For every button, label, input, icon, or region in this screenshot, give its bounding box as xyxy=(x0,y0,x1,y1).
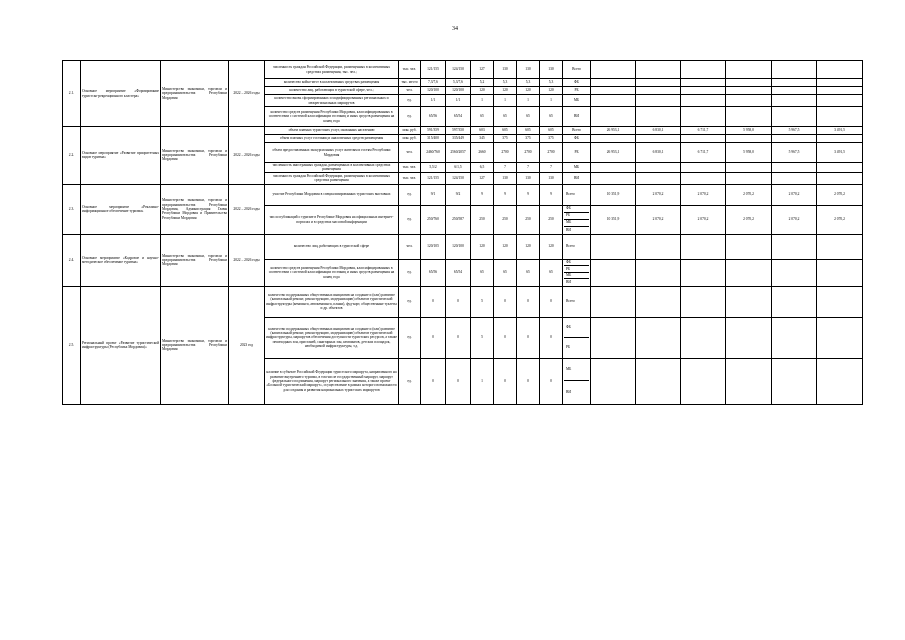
indicator-name: количество лиц, работающих в туристской сфере xyxy=(265,234,399,259)
table-row xyxy=(63,127,863,135)
indicator-value: 0 xyxy=(421,317,446,358)
implementation-period: 2022 – 2026 годы xyxy=(229,234,265,286)
implementation-period: 2022 – 2026 годы xyxy=(229,127,265,185)
funding-amount: 2 070,2 xyxy=(726,184,772,205)
indicator-name: количество лиц, работающих в туристской сфере, чел.; xyxy=(265,87,399,95)
item-number: 2.1. xyxy=(63,61,81,127)
funding-source-label: ФБ xyxy=(564,260,589,267)
indicator-value: 120/105 xyxy=(421,234,446,259)
responsible-executor: Министерство экономики, торговли и предпринимательства Республики Мордовия, Администрация Главы Республики Мордовия и Правительства Республики Мордовия xyxy=(161,184,229,234)
indicator-unit: ед. xyxy=(399,317,421,358)
funding-amount xyxy=(772,286,817,317)
indicator-value: 7,3/7,6 xyxy=(421,79,446,87)
responsible-executor: Министерство экономики, торговли и предпринимательства Республики Мордовия xyxy=(161,234,229,286)
indicator-name: участие Республики Мордовия в специализированных туристских выставках xyxy=(265,184,399,205)
indicator-value: 1 xyxy=(471,95,494,107)
funding-amount xyxy=(681,259,726,286)
indicator-value: 130 xyxy=(540,172,563,184)
funding-amount xyxy=(681,358,726,404)
funding-amount xyxy=(817,87,863,95)
indicator-value: 9 xyxy=(494,184,517,205)
funding-amount xyxy=(772,163,817,173)
funding-amount xyxy=(772,87,817,95)
funding-source-cell xyxy=(563,317,591,358)
funding-amount xyxy=(636,259,681,286)
funding-amount xyxy=(817,317,863,358)
funding-source-label: Всего xyxy=(566,299,575,304)
funding-source-cell xyxy=(563,259,591,286)
indicator-value: 1 xyxy=(540,95,563,107)
indicator-value: 335/449 xyxy=(446,135,471,143)
indicator-value: 315/400 xyxy=(421,135,446,143)
indicator-value: 0 xyxy=(517,286,540,317)
indicator-value: 130 xyxy=(494,172,517,184)
indicator-value: 127 xyxy=(471,61,494,79)
indicator-name: объем платных услуг гостиниц и аналогичных средств размещения xyxy=(265,135,399,143)
indicator-value: 0 xyxy=(540,286,563,317)
funding-source-cell: Всего xyxy=(563,127,591,135)
indicator-unit: чел. xyxy=(399,234,421,259)
responsible-executor: Министерство экономики, торговли и предпринимательства Республики Мордовия xyxy=(161,286,229,404)
indicator-value: 9 xyxy=(540,184,563,205)
funding-amount xyxy=(726,107,772,127)
funding-amount xyxy=(817,234,863,259)
funding-amount xyxy=(772,172,817,184)
indicator-value: 1 xyxy=(517,95,540,107)
item-number: 2.2. xyxy=(63,127,81,185)
indicator-value: 2560/2057 xyxy=(446,143,471,163)
funding-amount: 5 967,5 xyxy=(772,127,817,135)
funding-amount xyxy=(681,286,726,317)
indicator-value: 120 xyxy=(471,87,494,95)
indicator-value: 0 xyxy=(494,286,517,317)
funding-amount xyxy=(772,358,817,404)
funding-amount xyxy=(591,317,636,358)
indicator-value: 0 xyxy=(446,358,471,404)
indicator-value: 65 xyxy=(517,259,540,286)
funding-amount xyxy=(681,79,726,87)
indicator-value: 1/1 xyxy=(446,95,471,107)
funding-amount xyxy=(772,317,817,358)
funding-amount xyxy=(817,163,863,173)
indicator-value: 65 xyxy=(540,107,563,127)
indicator-value: 5,3 xyxy=(540,79,563,87)
indicator-value: 0 xyxy=(446,317,471,358)
funding-amount xyxy=(636,317,681,358)
indicator-unit: ед. xyxy=(399,259,421,286)
funding-amount xyxy=(772,95,817,107)
indicator-value: 130 xyxy=(517,61,540,79)
indicator-value: 9/1 xyxy=(421,184,446,205)
indicator-value: 250 xyxy=(494,205,517,234)
funding-source-cell xyxy=(563,286,591,317)
indicator-unit: чел. xyxy=(399,143,421,163)
indicator-value: 1 xyxy=(471,358,494,404)
indicator-value: 603 xyxy=(471,127,494,135)
implementation-period: 2023 год xyxy=(229,286,265,404)
indicator-value: 1/1 xyxy=(421,95,446,107)
funding-source-label: ВИ xyxy=(566,390,571,395)
funding-amount: 6 711,7 xyxy=(681,127,726,135)
indicator-value: 120 xyxy=(471,234,494,259)
funding-source-cell: МБ xyxy=(563,163,591,173)
indicator-value: 2700 xyxy=(540,143,563,163)
indicator-unit: ед. xyxy=(399,205,421,234)
funding-source-cell: РБ xyxy=(563,87,591,95)
funding-amount: 5 967,5 xyxy=(772,143,817,163)
indicator-name: количество средств размещения Республики Мордовия, классифицированных в соответствии с системой классификации гостиниц и иных средств размещения на конец года xyxy=(265,259,399,286)
item-number: 2.4. xyxy=(63,234,81,286)
indicator-value: 0 xyxy=(421,286,446,317)
funding-amount: 5 958,0 xyxy=(726,127,772,135)
indicator-value: 5,5/2 xyxy=(421,163,446,173)
indicator-value: 0 xyxy=(517,317,540,358)
indicator-value: 65/56 xyxy=(421,107,446,127)
funding-source-cell: ФБ xyxy=(563,79,591,87)
funding-amount: 26 953,1 xyxy=(591,127,636,135)
indicator-name: объем платных туристских услуг, оказанных населению xyxy=(265,127,399,135)
funding-amount xyxy=(772,135,817,143)
indicator-unit: ед. xyxy=(399,184,421,205)
indicator-value: 0 xyxy=(540,358,563,404)
indicator-value: 5 xyxy=(471,317,494,358)
indicator-name: количество поддержанных общественных инициатив на создание и (или) развитие (капитальный ремонт, реконструкцию, модернизацию) объектов туристической инфраструктуры (кемпинги, автокемпинги, пляжи), фуд-корт, общественные туалеты и др. объектов xyxy=(265,286,399,317)
funding-source-label: Всего xyxy=(566,244,575,249)
event-name: Основное мероприятие «Кадровое и научно-методическое обеспечение туризма» xyxy=(81,234,161,286)
funding-amount xyxy=(817,95,863,107)
funding-amount: 2 070,2 xyxy=(636,205,681,234)
indicator-value: 6,5 xyxy=(471,163,494,173)
funding-source-label: РБ xyxy=(564,266,589,273)
funding-amount: 2 070,2 xyxy=(726,205,772,234)
funding-amount xyxy=(591,259,636,286)
funding-amount xyxy=(636,87,681,95)
table-row xyxy=(63,61,863,79)
funding-amount xyxy=(636,286,681,317)
event-name: Основное мероприятие «Развитие приоритетных видов туризма» xyxy=(81,127,161,185)
responsible-executor: Министерство экономики, торговли и предпринимательства Республики Мордовия xyxy=(161,127,229,185)
funding-source-label: МБ xyxy=(564,220,589,227)
indicator-value: 120 xyxy=(494,87,517,95)
indicator-value: 605 xyxy=(517,127,540,135)
funding-amount xyxy=(726,172,772,184)
funding-amount xyxy=(681,135,726,143)
funding-amount xyxy=(636,358,681,404)
item-number: 2.3. xyxy=(63,184,81,234)
indicator-name: количество средств размещения Республики Мордовия, классифицированных в соответствии с системой классификации гостиниц и иных средств размещения на конец года xyxy=(265,107,399,127)
indicator-value: 591/359 xyxy=(421,127,446,135)
event-name: Региональный проект «Развитие туристической инфраструктуры (Республика Мордовия)» xyxy=(81,286,161,404)
funding-amount: 2 070,2 xyxy=(636,184,681,205)
indicator-value: 9 xyxy=(517,184,540,205)
funding-source-label: ВИ xyxy=(566,280,571,285)
funding-amount xyxy=(591,358,636,404)
indicator-value: 124/150 xyxy=(446,172,471,184)
funding-amount xyxy=(817,172,863,184)
indicator-value: 250/587 xyxy=(446,205,471,234)
indicator-unit: млн. руб. xyxy=(399,135,421,143)
funding-amount xyxy=(636,61,681,79)
funding-source-cell: ВИ xyxy=(563,107,591,127)
funding-amount xyxy=(817,259,863,286)
funding-amount: 2 070,2 xyxy=(817,205,863,234)
funding-amount xyxy=(817,79,863,87)
indicator-value: 2660 xyxy=(471,143,494,163)
indicator-value: 9 xyxy=(471,184,494,205)
indicator-value: 0 xyxy=(517,358,540,404)
funding-amount xyxy=(726,95,772,107)
funding-amount xyxy=(591,95,636,107)
funding-source-label: ФБ xyxy=(564,206,589,213)
funding-amount xyxy=(681,95,726,107)
funding-amount xyxy=(636,135,681,143)
table-row xyxy=(63,184,863,205)
indicator-value: 65 xyxy=(471,107,494,127)
event-name: Основное мероприятие «Формирование туристско-рекреационного кластера» xyxy=(81,61,161,127)
funding-amount xyxy=(726,163,772,173)
table-row xyxy=(63,234,863,259)
indicator-value: 65/54 xyxy=(446,259,471,286)
indicator-value: 120 xyxy=(517,87,540,95)
indicator-value: 375 xyxy=(494,135,517,143)
funding-amount xyxy=(591,286,636,317)
indicator-unit: ед. xyxy=(399,107,421,127)
indicator-unit: ед. xyxy=(399,358,421,404)
indicator-name: количество койко-мест в коллективных средствах размещения xyxy=(265,79,399,87)
indicator-value: 5,3 xyxy=(494,79,517,87)
funding-amount: 2 070,2 xyxy=(772,205,817,234)
indicator-value: 375 xyxy=(517,135,540,143)
funding-amount: 6 830,1 xyxy=(636,127,681,135)
indicator-value: 7 xyxy=(517,163,540,173)
funding-amount xyxy=(726,79,772,87)
funding-source-cell xyxy=(563,184,591,205)
indicator-value: 120/100 xyxy=(421,87,446,95)
funding-source-cell: ВИ xyxy=(563,172,591,184)
funding-source-cell: РБ xyxy=(563,143,591,163)
funding-amount: 3 491,5 xyxy=(817,127,863,135)
funding-source-cell xyxy=(563,205,591,234)
funding-source-label: ФБ xyxy=(564,318,589,338)
indicator-unit: тыс. чел. xyxy=(399,61,421,79)
indicator-value: 65 xyxy=(494,107,517,127)
indicator-value: 121/155 xyxy=(421,172,446,184)
indicator-value: 130 xyxy=(540,61,563,79)
funding-source-cell: МБ xyxy=(563,95,591,107)
indicator-name: численность граждан Российской Федерации, размещенных в коллективных средствах размещения xyxy=(265,172,399,184)
funding-amount xyxy=(726,61,772,79)
indicator-value: 250 xyxy=(517,205,540,234)
funding-amount xyxy=(591,163,636,173)
indicator-value: 6/1,5 xyxy=(446,163,471,173)
funding-amount xyxy=(591,172,636,184)
funding-amount xyxy=(681,317,726,358)
funding-amount: 6 830,1 xyxy=(636,143,681,163)
funding-amount xyxy=(681,61,726,79)
indicator-value: 375 xyxy=(540,135,563,143)
event-name: Основное мероприятие «Рекламно-информационное обеспечение туризма» xyxy=(81,184,161,234)
indicator-value: 597/350 xyxy=(446,127,471,135)
indicator-unit: тыс. место xyxy=(399,79,421,87)
funding-source-label: ВИ xyxy=(566,227,571,232)
funding-amount xyxy=(772,79,817,87)
funding-source-label: Всего xyxy=(566,192,575,197)
indicator-value: 7 xyxy=(540,163,563,173)
funding-amount xyxy=(636,79,681,87)
funding-amount xyxy=(636,172,681,184)
indicator-value: 65 xyxy=(517,107,540,127)
indicator-value: 120 xyxy=(494,234,517,259)
indicator-value: 5,3/7,6 xyxy=(446,79,471,87)
indicator-value: 120 xyxy=(540,87,563,95)
funding-amount: 2 070,2 xyxy=(772,184,817,205)
funding-amount xyxy=(591,87,636,95)
indicator-value: 121/155 xyxy=(421,61,446,79)
indicator-name: наличие в субъекте Российской Федерации туристского маршрута, направленного на развитие внутреннего туризма, в том числе государственный маршрут, маршрут федерального подчинения, маршрут регионального значения, а также проект «Большой туристический маршрут», осуществление в рамках которого возможности для создания и развития национальных туристских маршрутов xyxy=(265,358,399,404)
indicator-unit: чел. xyxy=(399,87,421,95)
indicator-value: 605 xyxy=(494,127,517,135)
indicator-value: 2700 xyxy=(494,143,517,163)
indicator-name: число публикаций о туризме в Республике Мордовия на официальных интернет-порталах и в средствах массовой информации xyxy=(265,205,399,234)
funding-source-label: РБ xyxy=(564,213,589,220)
indicator-unit: тыс. чел. xyxy=(399,163,421,173)
indicator-unit: ед. xyxy=(399,95,421,107)
indicator-value: 130 xyxy=(517,172,540,184)
funding-amount xyxy=(726,286,772,317)
indicator-value: 120 xyxy=(517,234,540,259)
funding-amount xyxy=(772,107,817,127)
funding-source-label: МБ xyxy=(564,273,589,280)
funding-amount xyxy=(636,107,681,127)
funding-amount xyxy=(591,79,636,87)
indicator-value: 250/760 xyxy=(421,205,446,234)
funding-amount: 2 070,2 xyxy=(681,205,726,234)
indicator-name: количество вновь сформированных и модифицированных региональных и межрегиональных маршрутов xyxy=(265,95,399,107)
indicator-value: 345 xyxy=(471,135,494,143)
funding-amount: 26 953,1 xyxy=(591,143,636,163)
indicator-unit: млн. руб. xyxy=(399,127,421,135)
indicator-value: 250 xyxy=(540,205,563,234)
indicator-value: 65 xyxy=(540,259,563,286)
indicator-name: численность иностранных граждан, размещенных в коллективных средствах размещения xyxy=(265,163,399,173)
funding-amount: 2 070,2 xyxy=(681,184,726,205)
funding-amount xyxy=(817,135,863,143)
implementation-period: 2022 – 2026 годы xyxy=(229,184,265,234)
funding-amount xyxy=(726,259,772,286)
indicator-value: 1 xyxy=(494,95,517,107)
funding-amount: 3 491,5 xyxy=(817,143,863,163)
funding-amount: 10 351,9 xyxy=(591,184,636,205)
funding-amount xyxy=(726,135,772,143)
indicator-value: 0 xyxy=(494,358,517,404)
indicator-value: 0 xyxy=(540,317,563,358)
page-number: 34 xyxy=(452,26,458,32)
funding-source-cell xyxy=(563,358,591,404)
funding-amount xyxy=(591,135,636,143)
funding-amount xyxy=(726,87,772,95)
funding-amount xyxy=(772,61,817,79)
funding-amount xyxy=(817,61,863,79)
funding-amount: 5 958,0 xyxy=(726,143,772,163)
indicator-value: 250 xyxy=(471,205,494,234)
indicator-value: 5,3 xyxy=(517,79,540,87)
indicator-value: 120/100 xyxy=(446,87,471,95)
responsible-executor: Министерство экономики, торговли и предпринимательства Республики Мордовия xyxy=(161,61,229,127)
funding-source-label: МБ xyxy=(564,359,589,382)
indicator-value: 0 xyxy=(421,358,446,404)
funding-amount: 6 711,7 xyxy=(681,143,726,163)
indicator-value: 0 xyxy=(494,317,517,358)
indicator-value: 130 xyxy=(494,61,517,79)
funding-amount: 10 351,9 xyxy=(591,205,636,234)
funding-amount xyxy=(817,358,863,404)
indicator-value: 65 xyxy=(494,259,517,286)
funding-amount xyxy=(681,107,726,127)
funding-amount xyxy=(681,234,726,259)
funding-source-label: РБ xyxy=(566,345,571,350)
item-number: 2.5. xyxy=(63,286,81,404)
program-table xyxy=(62,60,863,405)
funding-amount xyxy=(772,259,817,286)
funding-amount xyxy=(726,317,772,358)
funding-amount xyxy=(726,234,772,259)
funding-source-cell: Всего xyxy=(563,61,591,79)
funding-amount: 2 070,2 xyxy=(817,184,863,205)
indicator-value: 5 xyxy=(471,286,494,317)
table-row xyxy=(63,286,863,317)
funding-amount xyxy=(681,172,726,184)
indicator-value: 65/54 xyxy=(446,107,471,127)
funding-amount xyxy=(681,163,726,173)
indicator-value: 127 xyxy=(471,172,494,184)
indicator-unit: тыс. чел. xyxy=(399,172,421,184)
indicator-value: 65 xyxy=(471,259,494,286)
funding-amount xyxy=(591,61,636,79)
funding-source-cell: ФБ xyxy=(563,135,591,143)
indicator-unit: ед. xyxy=(399,286,421,317)
indicator-value: 65/56 xyxy=(421,259,446,286)
indicator-value: 5,2 xyxy=(471,79,494,87)
indicator-value: 605 xyxy=(540,127,563,135)
funding-amount xyxy=(591,107,636,127)
funding-amount xyxy=(591,234,636,259)
indicator-name: численность граждан Российской Федерации, размещенных в коллективных средствах размещения, тыс. чел.; xyxy=(265,61,399,79)
funding-amount xyxy=(817,286,863,317)
indicator-name: объем предоставленных экскурсионных услуг жителям и гостям Республики Мордовия xyxy=(265,143,399,163)
indicator-value: 2460/760 xyxy=(421,143,446,163)
indicator-value: 120/100 xyxy=(446,234,471,259)
indicator-value: 9/2 xyxy=(446,184,471,205)
funding-amount xyxy=(636,234,681,259)
funding-source-cell xyxy=(563,234,591,259)
funding-amount xyxy=(817,107,863,127)
indicator-value: 7 xyxy=(494,163,517,173)
indicator-value: 120 xyxy=(540,234,563,259)
indicator-value: 124/150 xyxy=(446,61,471,79)
implementation-period: 2022 – 2026 годы xyxy=(229,61,265,127)
indicator-value: 2700 xyxy=(517,143,540,163)
funding-amount xyxy=(772,234,817,259)
funding-amount xyxy=(636,163,681,173)
indicator-name: количество поддержанных общественных инициатив на создание и (или) развитие (капитальный ремонт, реконструкцию, модернизацию) объектов туристической инфраструктуры, маршрутов обеспечения доступности туристских ресурсов, а также пешеходных зон, пристаней, санитарных зон, кемпингов, детских площадок, необходимой инфраструктуры, т.д. xyxy=(265,317,399,358)
funding-amount xyxy=(681,87,726,95)
funding-amount xyxy=(636,95,681,107)
funding-amount xyxy=(726,358,772,404)
indicator-value: 0 xyxy=(446,286,471,317)
